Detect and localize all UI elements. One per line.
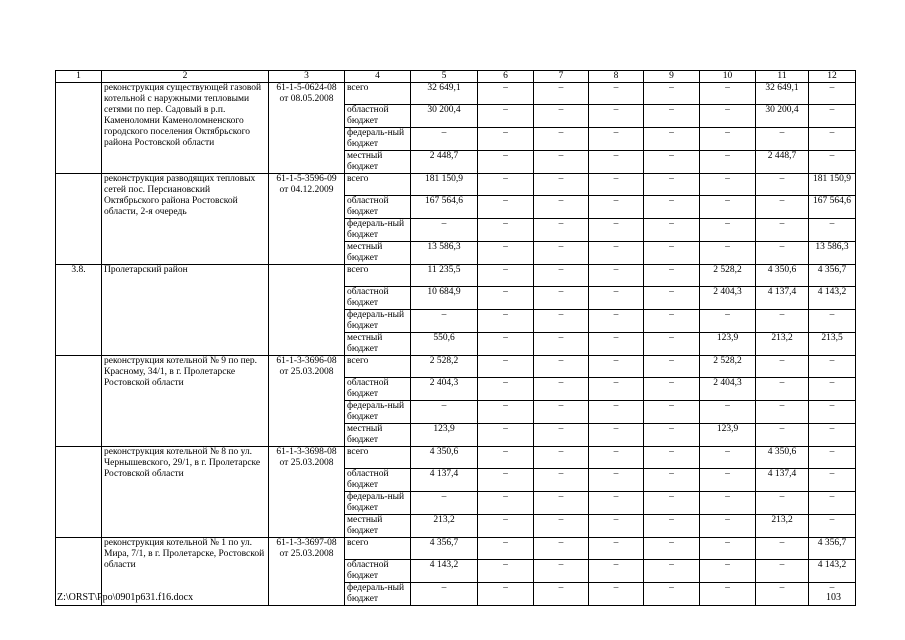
amount-cell: – xyxy=(478,83,534,105)
amount-cell: 167 564,6 xyxy=(809,196,856,219)
column-header: 6 xyxy=(478,71,534,83)
amount-cell: – xyxy=(809,492,856,515)
object-name: реконструкция котельной № 1 по ул. Мира, 7/1, в г. Пролетарске, Ростовской области xyxy=(102,538,269,606)
column-header: 5 xyxy=(411,71,478,83)
amount-cell: – xyxy=(644,401,700,424)
amount-cell: – xyxy=(756,378,809,401)
funding-source: областной бюджет xyxy=(345,560,411,583)
amount-cell: 123,9 xyxy=(700,333,756,356)
amount-cell: – xyxy=(700,538,756,560)
amount-cell: – xyxy=(809,447,856,469)
amount-cell: – xyxy=(478,583,534,606)
funding-source: местный бюджет xyxy=(345,424,411,447)
amount-cell: – xyxy=(644,242,700,265)
amount-cell: – xyxy=(700,151,756,174)
amount-cell: – xyxy=(644,583,700,606)
amount-cell: – xyxy=(589,515,644,538)
amount-cell: – xyxy=(589,219,644,242)
funding-source: всего xyxy=(345,447,411,469)
amount-cell: – xyxy=(756,560,809,583)
object-name: реконструкция котельной № 9 по пер. Красному, 34/1, в г. Пролетарске Ростовской области xyxy=(102,356,269,447)
amount-cell: – xyxy=(478,333,534,356)
amount-cell: – xyxy=(756,401,809,424)
amount-cell: – xyxy=(644,310,700,333)
amount-cell: – xyxy=(809,424,856,447)
amount-cell: – xyxy=(589,538,644,560)
funding-source: областной бюджет xyxy=(345,196,411,219)
funding-source: федераль-ный бюджет xyxy=(345,401,411,424)
amount-cell: – xyxy=(589,401,644,424)
object-name: Пролетарский район xyxy=(102,265,269,356)
amount-cell: – xyxy=(589,333,644,356)
amount-cell: – xyxy=(478,492,534,515)
amount-cell: 213,2 xyxy=(756,515,809,538)
amount-cell: – xyxy=(589,469,644,492)
amount-cell: – xyxy=(644,333,700,356)
funding-source: федераль-ный бюджет xyxy=(345,219,411,242)
amount-cell: – xyxy=(478,105,534,128)
amount-cell: – xyxy=(644,151,700,174)
object-name: реконструкция существующей газовой котельной с наружными тепловыми сетями по пер. Садовый в р.п. Каменоломни Каменоломненского городского поселения Октябрьского района Ростовской области xyxy=(102,83,269,174)
amount-cell: – xyxy=(534,492,589,515)
amount-cell: – xyxy=(700,196,756,219)
amount-cell: – xyxy=(411,492,478,515)
amount-cell: – xyxy=(756,538,809,560)
amount-cell: – xyxy=(589,378,644,401)
amount-cell: – xyxy=(589,424,644,447)
object-name: реконструкция разводящих тепловых сетей пос. Персиановский Октябрьского района Ростовской области, 2-я очередь xyxy=(102,174,269,265)
amount-cell: – xyxy=(478,128,534,151)
amount-cell: – xyxy=(809,583,856,606)
amount-cell: 32 649,1 xyxy=(756,83,809,105)
amount-cell: – xyxy=(478,287,534,310)
amount-cell: – xyxy=(478,196,534,219)
amount-cell: – xyxy=(589,356,644,378)
funding-source: федераль-ный бюджет xyxy=(345,128,411,151)
amount-cell: – xyxy=(534,583,589,606)
amount-cell: – xyxy=(589,287,644,310)
column-header: 11 xyxy=(756,71,809,83)
amount-cell: – xyxy=(478,469,534,492)
funding-source: федераль-ный бюджет xyxy=(345,492,411,515)
amount-cell: – xyxy=(644,174,700,196)
document-number: 61-1-3-3696-08 от 25.03.2008 xyxy=(269,356,345,447)
amount-cell: – xyxy=(534,447,589,469)
amount-cell: – xyxy=(534,151,589,174)
amount-cell: – xyxy=(534,560,589,583)
amount-cell: 2 448,7 xyxy=(411,151,478,174)
amount-cell: 4 350,6 xyxy=(756,447,809,469)
amount-cell: 2 404,3 xyxy=(411,378,478,401)
amount-cell: – xyxy=(644,492,700,515)
document-number: 61-1-3-3697-08 от 25.03.2008 xyxy=(269,538,345,606)
amount-cell: 2 528,2 xyxy=(411,356,478,378)
amount-cell: – xyxy=(534,424,589,447)
amount-cell: – xyxy=(756,583,809,606)
amount-cell: – xyxy=(756,356,809,378)
column-header: 2 xyxy=(102,71,269,83)
table-row xyxy=(56,174,856,196)
table-row xyxy=(56,356,856,378)
amount-cell: – xyxy=(700,174,756,196)
amount-cell: – xyxy=(644,469,700,492)
amount-cell: – xyxy=(534,356,589,378)
table-body xyxy=(56,83,856,606)
amount-cell: – xyxy=(478,401,534,424)
amount-cell: – xyxy=(478,424,534,447)
amount-cell: – xyxy=(478,447,534,469)
column-header: 3 xyxy=(269,71,345,83)
amount-cell: – xyxy=(809,83,856,105)
funding-source: областной бюджет xyxy=(345,287,411,310)
amount-cell: – xyxy=(700,219,756,242)
column-header: 7 xyxy=(534,71,589,83)
amount-cell: – xyxy=(534,83,589,105)
funding-source: областной бюджет xyxy=(345,378,411,401)
amount-cell: 213,5 xyxy=(809,333,856,356)
amount-cell: – xyxy=(809,515,856,538)
amount-cell: – xyxy=(644,265,700,287)
amount-cell: – xyxy=(756,242,809,265)
amount-cell: – xyxy=(534,174,589,196)
amount-cell: 550,6 xyxy=(411,333,478,356)
amount-cell: – xyxy=(809,310,856,333)
amount-cell: – xyxy=(756,424,809,447)
amount-cell: – xyxy=(534,310,589,333)
amount-cell: – xyxy=(809,356,856,378)
funding-source: всего xyxy=(345,356,411,378)
amount-cell: – xyxy=(644,538,700,560)
budget-table xyxy=(55,70,856,606)
amount-cell: – xyxy=(589,310,644,333)
amount-cell: – xyxy=(700,401,756,424)
amount-cell: 4 137,4 xyxy=(411,469,478,492)
footer-file-path: Z:\ORST\Ppo\0901p631.f16.docx xyxy=(57,592,194,603)
amount-cell: – xyxy=(411,219,478,242)
amount-cell: – xyxy=(534,219,589,242)
document-number xyxy=(269,265,345,356)
amount-cell: – xyxy=(534,378,589,401)
amount-cell: – xyxy=(589,151,644,174)
amount-cell: – xyxy=(809,219,856,242)
amount-cell: – xyxy=(589,242,644,265)
amount-cell: – xyxy=(700,560,756,583)
column-header: 8 xyxy=(589,71,644,83)
column-number-row xyxy=(56,71,856,83)
amount-cell: – xyxy=(589,583,644,606)
amount-cell: – xyxy=(589,83,644,105)
amount-cell: – xyxy=(700,310,756,333)
document-number: 61-1-3-3698-08 от 25.03.2008 xyxy=(269,447,345,538)
amount-cell: – xyxy=(534,469,589,492)
amount-cell: 4 356,7 xyxy=(809,265,856,287)
amount-cell: – xyxy=(534,287,589,310)
amount-cell: 4 143,2 xyxy=(809,287,856,310)
amount-cell: – xyxy=(534,128,589,151)
amount-cell: – xyxy=(700,469,756,492)
item-number xyxy=(56,83,102,174)
amount-cell: 4 350,6 xyxy=(411,447,478,469)
funding-source: федераль-ный бюджет xyxy=(345,310,411,333)
document-number: 61-1-5-3596-09 от 04.12.2009 xyxy=(269,174,345,265)
amount-cell: 4 350,6 xyxy=(756,265,809,287)
amount-cell: 2 404,3 xyxy=(700,378,756,401)
amount-cell: – xyxy=(534,401,589,424)
amount-cell: 11 235,5 xyxy=(411,265,478,287)
amount-cell: – xyxy=(478,538,534,560)
column-header: 10 xyxy=(700,71,756,83)
amount-cell: 4 137,4 xyxy=(756,469,809,492)
amount-cell: – xyxy=(534,105,589,128)
amount-cell: – xyxy=(756,174,809,196)
column-header: 12 xyxy=(809,71,856,83)
amount-cell: – xyxy=(478,265,534,287)
amount-cell: 2 528,2 xyxy=(700,265,756,287)
amount-cell: 4 143,2 xyxy=(411,560,478,583)
amount-cell: – xyxy=(644,196,700,219)
amount-cell: – xyxy=(478,219,534,242)
funding-source: всего xyxy=(345,83,411,105)
funding-source: всего xyxy=(345,174,411,196)
amount-cell: – xyxy=(644,515,700,538)
funding-source: местный бюджет xyxy=(345,333,411,356)
amount-cell: – xyxy=(478,356,534,378)
amount-cell: 2 528,2 xyxy=(700,356,756,378)
amount-cell: – xyxy=(700,515,756,538)
amount-cell: – xyxy=(700,447,756,469)
amount-cell: – xyxy=(809,469,856,492)
amount-cell: 213,2 xyxy=(756,333,809,356)
amount-cell: – xyxy=(534,515,589,538)
item-number xyxy=(56,174,102,265)
amount-cell: – xyxy=(644,560,700,583)
amount-cell: – xyxy=(700,492,756,515)
amount-cell: – xyxy=(411,310,478,333)
amount-cell: 123,9 xyxy=(700,424,756,447)
amount-cell: – xyxy=(756,128,809,151)
amount-cell: – xyxy=(644,378,700,401)
amount-cell: – xyxy=(644,105,700,128)
amount-cell: – xyxy=(644,447,700,469)
table-row xyxy=(56,83,856,105)
amount-cell: – xyxy=(589,128,644,151)
amount-cell: – xyxy=(478,560,534,583)
amount-cell: – xyxy=(756,492,809,515)
amount-cell: – xyxy=(478,242,534,265)
amount-cell: 2 404,3 xyxy=(700,287,756,310)
amount-cell: – xyxy=(478,174,534,196)
amount-cell: 13 586,3 xyxy=(809,242,856,265)
amount-cell: – xyxy=(478,378,534,401)
funding-source: местный бюджет xyxy=(345,515,411,538)
table-row xyxy=(56,447,856,469)
item-number xyxy=(56,356,102,447)
funding-source: местный бюджет xyxy=(345,242,411,265)
column-header: 1 xyxy=(56,71,102,83)
amount-cell: 2 448,7 xyxy=(756,151,809,174)
amount-cell: – xyxy=(589,447,644,469)
amount-cell: – xyxy=(700,83,756,105)
amount-cell: – xyxy=(589,492,644,515)
column-header: 9 xyxy=(644,71,700,83)
amount-cell: – xyxy=(534,242,589,265)
amount-cell: – xyxy=(756,196,809,219)
amount-cell: – xyxy=(756,219,809,242)
table-row xyxy=(56,538,856,560)
amount-cell: 4 356,7 xyxy=(411,538,478,560)
amount-cell: – xyxy=(644,83,700,105)
amount-cell: – xyxy=(809,105,856,128)
amount-cell: 4 356,7 xyxy=(809,538,856,560)
amount-cell: – xyxy=(809,151,856,174)
amount-cell: 30 200,4 xyxy=(411,105,478,128)
funding-source: всего xyxy=(345,265,411,287)
document-number: 61-1-5-0624-08 от 08.05.2008 xyxy=(269,83,345,174)
amount-cell: – xyxy=(478,151,534,174)
page-number: 103 xyxy=(826,592,841,603)
amount-cell: 32 649,1 xyxy=(411,83,478,105)
amount-cell: – xyxy=(644,424,700,447)
amount-cell: 4 137,4 xyxy=(756,287,809,310)
amount-cell: – xyxy=(756,310,809,333)
amount-cell: 13 586,3 xyxy=(411,242,478,265)
amount-cell: – xyxy=(644,128,700,151)
funding-source: федераль-ный бюджет xyxy=(345,583,411,606)
amount-cell: 123,9 xyxy=(411,424,478,447)
amount-cell: – xyxy=(644,287,700,310)
amount-cell: – xyxy=(700,242,756,265)
amount-cell: – xyxy=(589,105,644,128)
amount-cell: 213,2 xyxy=(411,515,478,538)
amount-cell: – xyxy=(589,265,644,287)
item-number: 3.8. xyxy=(56,265,102,356)
amount-cell: – xyxy=(589,174,644,196)
amount-cell: – xyxy=(478,515,534,538)
amount-cell: – xyxy=(589,196,644,219)
funding-source: всего xyxy=(345,538,411,560)
funding-source: областной бюджет xyxy=(345,469,411,492)
amount-cell: – xyxy=(589,560,644,583)
amount-cell: 4 143,2 xyxy=(809,560,856,583)
amount-cell: 10 684,9 xyxy=(411,287,478,310)
amount-cell: – xyxy=(411,401,478,424)
amount-cell: – xyxy=(534,196,589,219)
amount-cell: 167 564,6 xyxy=(411,196,478,219)
table-row xyxy=(56,265,856,287)
amount-cell: – xyxy=(700,105,756,128)
amount-cell: 181 150,9 xyxy=(809,174,856,196)
funding-source: местный бюджет xyxy=(345,151,411,174)
column-header: 4 xyxy=(345,71,411,83)
amount-cell: – xyxy=(809,401,856,424)
amount-cell: – xyxy=(411,583,478,606)
item-number xyxy=(56,447,102,538)
amount-cell: – xyxy=(809,128,856,151)
amount-cell: – xyxy=(534,265,589,287)
amount-cell: 181 150,9 xyxy=(411,174,478,196)
amount-cell: – xyxy=(700,583,756,606)
amount-cell: – xyxy=(534,333,589,356)
amount-cell: – xyxy=(809,378,856,401)
amount-cell: – xyxy=(411,128,478,151)
amount-cell: – xyxy=(644,356,700,378)
amount-cell: 30 200,4 xyxy=(756,105,809,128)
amount-cell: – xyxy=(700,128,756,151)
amount-cell: – xyxy=(478,310,534,333)
object-name: реконструкция котельной № 8 по ул. Чернышевского, 29/1, в г. Пролетарске Ростовской области xyxy=(102,447,269,538)
amount-cell: – xyxy=(644,219,700,242)
funding-source: областной бюджет xyxy=(345,105,411,128)
amount-cell: – xyxy=(534,538,589,560)
